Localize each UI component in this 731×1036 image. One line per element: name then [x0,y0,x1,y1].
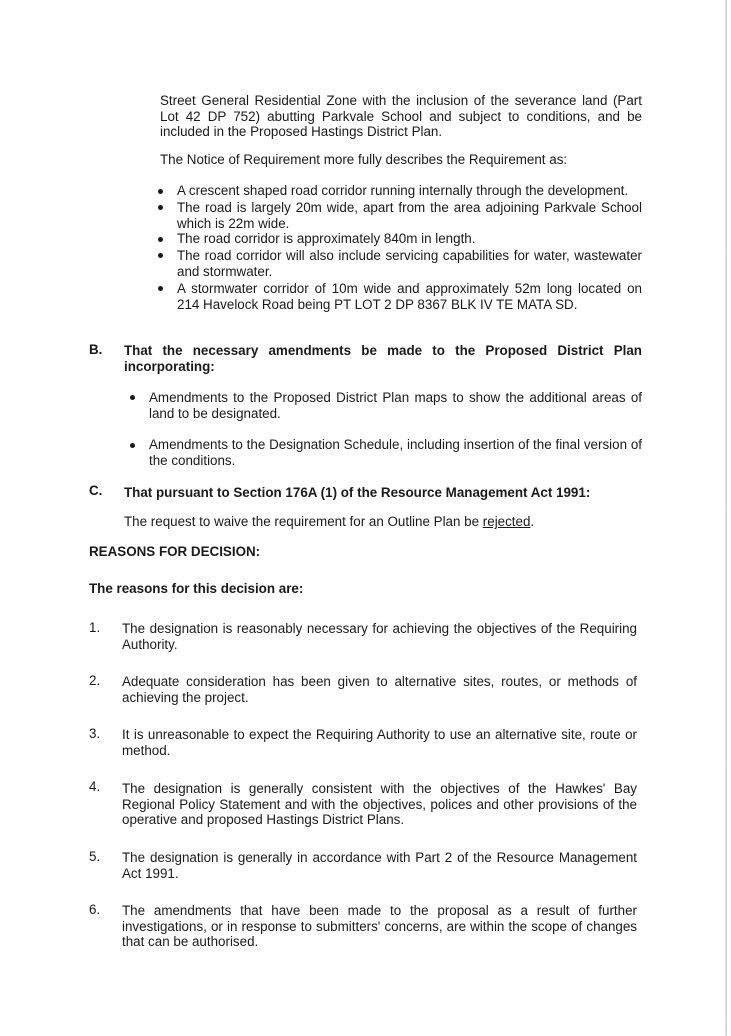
reason-5: The designation is generally in accordance with Part 2 of the Resource Management Act 1991. [122,850,637,881]
bullet-dot [158,205,163,210]
section-b-bullet-1: Amendments to the Proposed District Plan maps to show the additional areas of land to be designated. [149,390,642,421]
requirement-bullet-1: A crescent shaped road corridor running internally through the development. [177,183,629,198]
bullet-dot [158,286,163,291]
bullet-dot [158,237,163,242]
reasons-heading: REASONS FOR DECISION: [89,544,261,559]
notice-sentence: The Notice of Requirement more fully describes the Requirement as: [160,152,568,167]
reason-4: The designation is generally consistent with the objectives of the Hawkes' Bay Regional Policy Statement and with the objectives, polices and other provisions of the operative and proposed Hastings District Plans. [122,781,637,827]
section-c-letter: C. [89,483,103,498]
waive-request-text: The request to waive the requirement for an Outline Plan be [124,514,483,529]
reasons-subheading: The reasons for this decision are: [89,581,304,596]
period: . [530,514,535,529]
reason-2: Adequate consideration has been given to alternative sites, routes, or methods of achieving the project. [122,674,637,705]
section-c-text [124,514,642,530]
intro-continuation: Street General Residential Zone with the inclusion of the severance land (Part Lot 42 DP 752) abutting Parkvale School and subject to conditions, and be included in the Proposed Hastings District Plan. [160,93,642,139]
reason-3: It is unreasonable to expect the Requiring Authority to use an alternative site, route or method. [122,727,637,758]
requirement-bullet-2: The road is largely 20m wide, apart from the area adjoining Parkvale School which is 22m wide. [177,200,642,231]
section-b-bullet-2: Amendments to the Designation Schedule, including insertion of the final version of the conditions. [149,437,642,468]
bullet-dot [158,253,163,258]
reason-1: The designation is reasonably necessary for achieving the objectives of the Requiring Authority. [122,621,637,652]
section-b-heading: That the necessary amendments be made to the Proposed District Plan incorporating: [124,343,642,374]
bullet-dot [130,443,135,448]
reason-6: The amendments that have been made to the proposal as a result of further investigations, or in response to submitters' concerns, are within the scope of changes that can be authorised. [122,903,637,949]
section-c-heading: That pursuant to Section 176A (1) of the Resource Management Act 1991: [124,485,591,500]
rejected-word: rejected [482,514,531,529]
requirement-bullet-4: The road corridor will also include servicing capabilities for water, wastewater and stormwater. [177,248,642,279]
section-b-letter: B. [89,342,103,357]
reason-number: 5. [89,849,101,864]
reason-number: 4. [89,779,101,794]
bullet-dot [130,395,135,400]
bullet-dot [158,189,163,194]
requirement-bullet-5: A stormwater corridor of 10m wide and approximately 52m long located on 214 Havelock Road being PT LOT 2 DP 8367 BLK IV TE MATA SD. [177,281,642,312]
reason-number: 2. [89,673,101,688]
reason-number: 1. [89,620,101,635]
reason-number: 6. [89,902,101,917]
reason-number: 3. [89,726,101,741]
requirement-bullet-3: The road corridor is approximately 840m in length. [177,231,476,246]
